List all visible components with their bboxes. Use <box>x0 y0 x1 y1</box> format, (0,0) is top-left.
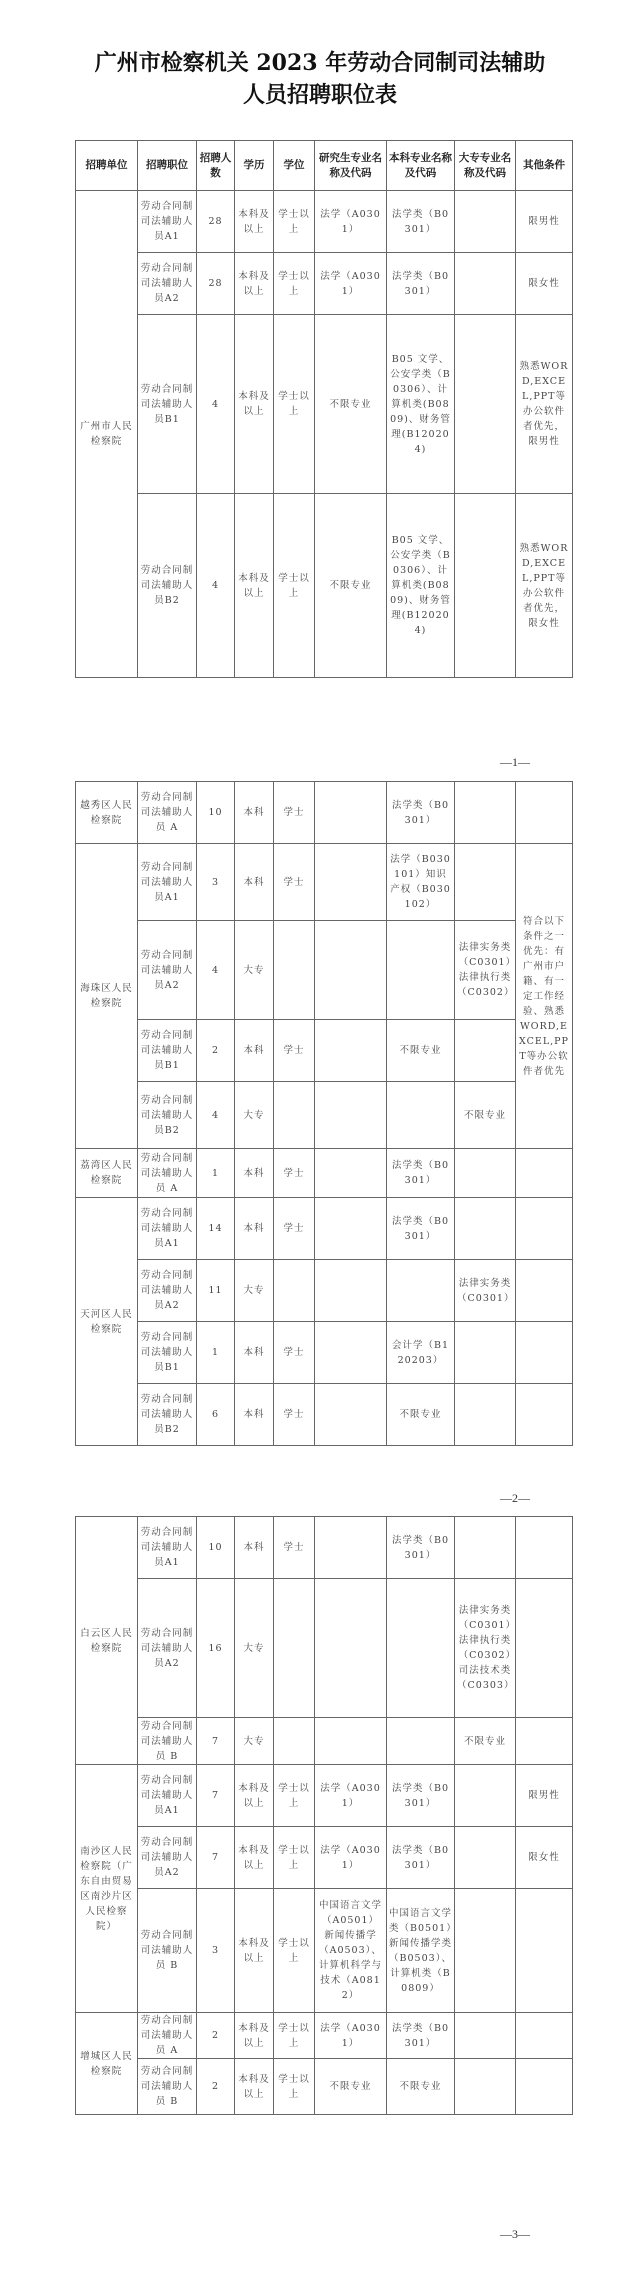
college-major-cell <box>455 782 516 844</box>
education-cell: 本科及以上 <box>235 315 274 494</box>
count-cell: 3 <box>197 844 235 921</box>
education-cell: 本科及以上 <box>235 2013 274 2059</box>
other-conditions-cell: 限男性 <box>516 191 573 253</box>
grad-major-cell: 不限专业 <box>315 494 387 678</box>
college-major-cell <box>455 1827 516 1889</box>
grad-major-cell: 不限专业 <box>315 315 387 494</box>
college-major-cell: 不限专业 <box>455 1082 516 1149</box>
position-cell: 劳动合同制司法辅助人员A2 <box>138 1579 197 1718</box>
education-cell: 本科 <box>235 782 274 844</box>
column-header: 招聘职位 <box>138 141 197 191</box>
position-cell: 劳动合同制司法辅助人员A2 <box>138 1260 197 1322</box>
grad-major-cell <box>315 1718 387 1765</box>
degree-cell: 学士 <box>274 1198 315 1260</box>
education-cell: 大专 <box>235 921 274 1020</box>
undergrad-major-cell <box>387 1579 455 1718</box>
other-conditions-cell <box>516 1579 573 1718</box>
education-cell: 大专 <box>235 1718 274 1765</box>
grad-major-cell: 法学（A0301） <box>315 191 387 253</box>
grad-major-cell <box>315 1384 387 1446</box>
undergrad-major-cell: 法学类（B0301） <box>387 1827 455 1889</box>
column-header: 研究生专业名称及代码 <box>315 141 387 191</box>
other-conditions-cell <box>516 1517 573 1579</box>
count-cell: 4 <box>197 1082 235 1149</box>
position-cell: 劳动合同制司法辅助人员A2 <box>138 921 197 1020</box>
college-major-cell <box>455 1149 516 1198</box>
other-conditions-cell <box>516 2059 573 2115</box>
table-row <box>76 1384 573 1446</box>
grad-major-cell <box>315 921 387 1020</box>
count-cell: 2 <box>197 1020 235 1082</box>
degree-cell <box>274 1579 315 1718</box>
table-row <box>76 1149 573 1198</box>
undergrad-major-cell: B05 文学、公安学类（B0306）、计算机类(B0809)、财务管理(B120204) <box>387 315 455 494</box>
degree-cell: 学士 <box>274 1149 315 1198</box>
education-cell: 本科及以上 <box>235 191 274 253</box>
degree-cell <box>274 1718 315 1765</box>
undergrad-major-cell: 中国语言文学类（B0501）新闻传播学类（B0503）、计算机类（B0809） <box>387 1889 455 2013</box>
degree-cell: 学士以上 <box>274 1827 315 1889</box>
undergrad-major-cell: 法学类（B0301） <box>387 1198 455 1260</box>
other-conditions-cell <box>516 1718 573 1765</box>
page-number: —3— <box>500 2227 530 2241</box>
education-cell: 本科及以上 <box>235 253 274 315</box>
college-major-cell <box>455 1765 516 1827</box>
undergrad-major-cell <box>387 921 455 1020</box>
count-cell: 1 <box>197 1322 235 1384</box>
position-cell: 劳动合同制司法辅助人员B1 <box>138 1020 197 1082</box>
degree-cell: 学士 <box>274 1517 315 1579</box>
page-number: —2— <box>500 1491 530 1505</box>
unit-cell: 广州市人民检察院 <box>76 191 138 678</box>
degree-cell: 学士 <box>274 1384 315 1446</box>
count-cell: 7 <box>197 1718 235 1765</box>
college-major-cell <box>455 253 516 315</box>
degree-cell: 学士以上 <box>274 1765 315 1827</box>
undergrad-major-cell: 法学（B030101）知识产权（B030102） <box>387 844 455 921</box>
college-major-cell <box>455 315 516 494</box>
table-row <box>76 1827 573 1889</box>
position-cell: 劳动合同制司法辅助人员 A <box>138 1149 197 1198</box>
grad-major-cell <box>315 1579 387 1718</box>
position-cell: 劳动合同制司法辅助人员A1 <box>138 1765 197 1827</box>
count-cell: 11 <box>197 1260 235 1322</box>
other-conditions-cell: 熟悉WORD,EXCEL,PPT等办公软件者优先，限男性 <box>516 315 573 494</box>
position-cell: 劳动合同制司法辅助人员A2 <box>138 1827 197 1889</box>
grad-major-cell <box>315 1322 387 1384</box>
education-cell: 本科 <box>235 1322 274 1384</box>
degree-cell: 学士以上 <box>274 2013 315 2059</box>
unit-cell: 越秀区人民检察院 <box>76 782 138 844</box>
other-conditions-cell <box>516 782 573 844</box>
degree-cell: 学士以上 <box>274 191 315 253</box>
table-row <box>76 782 573 844</box>
grad-major-cell <box>315 1020 387 1082</box>
recruitment-table <box>75 140 573 678</box>
unit-cell: 天河区人民检察院 <box>76 1198 138 1446</box>
grad-major-cell <box>315 782 387 844</box>
count-cell: 4 <box>197 315 235 494</box>
count-cell: 10 <box>197 1517 235 1579</box>
position-cell: 劳动合同制司法辅助人员A1 <box>138 844 197 921</box>
count-cell: 2 <box>197 2059 235 2115</box>
undergrad-major-cell: 法学类（B0301） <box>387 191 455 253</box>
grad-major-cell: 法学（A0301） <box>315 1765 387 1827</box>
other-conditions-cell: 熟悉WORD,EXCEL,PPT等办公软件者优先，限女性 <box>516 494 573 678</box>
degree-cell: 学士 <box>274 844 315 921</box>
college-major-cell <box>455 191 516 253</box>
undergrad-major-cell: 法学类（B0301） <box>387 253 455 315</box>
count-cell: 6 <box>197 1384 235 1446</box>
college-major-cell: 法律实务类（C0301）法律执行类（C0302） <box>455 921 516 1020</box>
college-major-cell <box>455 1384 516 1446</box>
other-conditions-cell <box>516 1198 573 1260</box>
other-conditions-cell <box>516 1384 573 1446</box>
college-major-cell <box>455 1198 516 1260</box>
position-cell: 劳动合同制司法辅助人员A1 <box>138 1517 197 1579</box>
position-cell: 劳动合同制司法辅助人员 B <box>138 2059 197 2115</box>
grad-major-cell <box>315 1260 387 1322</box>
education-cell: 本科 <box>235 1517 274 1579</box>
table-row <box>76 315 573 494</box>
degree-cell <box>274 1082 315 1149</box>
count-cell: 1 <box>197 1149 235 1198</box>
degree-cell: 学士以上 <box>274 1889 315 2013</box>
college-major-cell <box>455 1517 516 1579</box>
undergrad-major-cell <box>387 1260 455 1322</box>
other-conditions-cell <box>516 1322 573 1384</box>
table-row <box>76 1517 573 1579</box>
college-major-cell <box>455 844 516 921</box>
college-major-cell <box>455 494 516 678</box>
other-conditions-cell: 符合以下条件之一优先：有广州市户籍、有一定工作经验、熟悉WORD,EXCEL,PPT等办公软件者优先 <box>516 844 573 1149</box>
column-header: 招聘单位 <box>76 141 138 191</box>
education-cell: 本科 <box>235 1384 274 1446</box>
position-cell: 劳动合同制司法辅助人员 B <box>138 1889 197 2013</box>
table-row <box>76 191 573 253</box>
position-cell: 劳动合同制司法辅助人员B1 <box>138 315 197 494</box>
grad-major-cell <box>315 844 387 921</box>
table-row <box>76 253 573 315</box>
count-cell: 4 <box>197 921 235 1020</box>
count-cell: 28 <box>197 191 235 253</box>
count-cell: 2 <box>197 2013 235 2059</box>
grad-major-cell: 法学（A0301） <box>315 2013 387 2059</box>
degree-cell <box>274 921 315 1020</box>
table-row <box>76 1082 573 1149</box>
position-cell: 劳动合同制司法辅助人员B2 <box>138 1082 197 1149</box>
table-row <box>76 2013 573 2059</box>
table-row <box>76 1322 573 1384</box>
position-cell: 劳动合同制司法辅助人员A1 <box>138 191 197 253</box>
other-conditions-cell <box>516 1889 573 2013</box>
grad-major-cell <box>315 1198 387 1260</box>
count-cell: 14 <box>197 1198 235 1260</box>
education-cell: 本科及以上 <box>235 2059 274 2115</box>
degree-cell: 学士以上 <box>274 494 315 678</box>
undergrad-major-cell: 不限专业 <box>387 2059 455 2115</box>
table-header-row <box>76 141 573 191</box>
unit-cell: 海珠区人民检察院 <box>76 844 138 1149</box>
position-cell: 劳动合同制司法辅助人员B1 <box>138 1322 197 1384</box>
count-cell: 10 <box>197 782 235 844</box>
count-cell: 16 <box>197 1579 235 1718</box>
undergrad-major-cell: 不限专业 <box>387 1384 455 1446</box>
table-row <box>76 494 573 678</box>
position-cell: 劳动合同制司法辅助人员B2 <box>138 1384 197 1446</box>
unit-cell: 增城区人民检察院 <box>76 2013 138 2115</box>
other-conditions-cell <box>516 1260 573 1322</box>
table-row <box>76 2059 573 2115</box>
other-conditions-cell: 限男性 <box>516 1765 573 1827</box>
grad-major-cell: 法学（A0301） <box>315 1827 387 1889</box>
grad-major-cell <box>315 1082 387 1149</box>
position-cell: 劳动合同制司法辅助人员 A <box>138 2013 197 2059</box>
table-row <box>76 1765 573 1827</box>
education-cell: 大专 <box>235 1082 274 1149</box>
education-cell: 大专 <box>235 1579 274 1718</box>
position-cell: 劳动合同制司法辅助人员A2 <box>138 253 197 315</box>
recruitment-table <box>75 781 573 1446</box>
undergrad-major-cell: 法学类（B0301） <box>387 1149 455 1198</box>
education-cell: 本科及以上 <box>235 1827 274 1889</box>
degree-cell: 学士 <box>274 1020 315 1082</box>
count-cell: 4 <box>197 494 235 678</box>
table-row <box>76 921 573 1020</box>
undergrad-major-cell <box>387 1718 455 1765</box>
college-major-cell <box>455 1020 516 1082</box>
unit-cell: 荔湾区人民检察院 <box>76 1149 138 1198</box>
education-cell: 本科 <box>235 844 274 921</box>
grad-major-cell <box>315 1517 387 1579</box>
page-number: —1— <box>500 755 530 769</box>
education-cell: 本科 <box>235 1020 274 1082</box>
college-major-cell <box>455 1889 516 2013</box>
degree-cell: 学士 <box>274 782 315 844</box>
table-row <box>76 844 573 921</box>
column-header: 学历 <box>235 141 274 191</box>
document-title-line1: 广州市检察机关 2023 年劳动合同制司法辅助 <box>94 50 546 76</box>
undergrad-major-cell: B05 文学、公安学类（B0306）、计算机类(B0809)、财务管理(B120204) <box>387 494 455 678</box>
recruitment-table <box>75 1516 573 2115</box>
grad-major-cell: 法学（A0301） <box>315 253 387 315</box>
position-cell: 劳动合同制司法辅助人员 A <box>138 782 197 844</box>
education-cell: 本科及以上 <box>235 1889 274 2013</box>
table-row <box>76 1718 573 1765</box>
undergrad-major-cell <box>387 1082 455 1149</box>
table-row <box>76 1579 573 1718</box>
column-header: 其他条件 <box>516 141 573 191</box>
degree-cell: 学士以上 <box>274 253 315 315</box>
grad-major-cell: 不限专业 <box>315 2059 387 2115</box>
education-cell: 本科及以上 <box>235 494 274 678</box>
undergrad-major-cell: 不限专业 <box>387 1020 455 1082</box>
undergrad-major-cell: 法学类（B0301） <box>387 1765 455 1827</box>
column-header: 招聘人数 <box>197 141 235 191</box>
undergrad-major-cell: 法学类（B0301） <box>387 1517 455 1579</box>
degree-cell <box>274 1260 315 1322</box>
count-cell: 7 <box>197 1765 235 1827</box>
position-cell: 劳动合同制司法辅助人员B2 <box>138 494 197 678</box>
education-cell: 本科 <box>235 1198 274 1260</box>
college-major-cell <box>455 2059 516 2115</box>
column-header: 大专专业名称及代码 <box>455 141 516 191</box>
other-conditions-cell: 限女性 <box>516 253 573 315</box>
count-cell: 28 <box>197 253 235 315</box>
college-major-cell <box>455 1322 516 1384</box>
degree-cell: 学士以上 <box>274 2059 315 2115</box>
undergrad-major-cell: 法学类（B0301） <box>387 2013 455 2059</box>
column-header: 学位 <box>274 141 315 191</box>
education-cell: 大专 <box>235 1260 274 1322</box>
undergrad-major-cell: 法学类（B0301） <box>387 782 455 844</box>
grad-major-cell: 中国语言文学（A0501）新闻传播学（A0503）、计算机科学与技术（A0812） <box>315 1889 387 2013</box>
college-major-cell <box>455 2013 516 2059</box>
college-major-cell: 法律实务类（C0301） <box>455 1260 516 1322</box>
table-row <box>76 1260 573 1322</box>
other-conditions-cell <box>516 2013 573 2059</box>
education-cell: 本科 <box>235 1149 274 1198</box>
table-row <box>76 1889 573 2013</box>
table-row <box>76 1020 573 1082</box>
college-major-cell: 不限专业 <box>455 1718 516 1765</box>
table-row <box>76 1198 573 1260</box>
column-header: 本科专业名称及代码 <box>387 141 455 191</box>
college-major-cell: 法律实务类（C0301）法律执行类（C0302）司法技术类（C0303） <box>455 1579 516 1718</box>
count-cell: 3 <box>197 1889 235 2013</box>
other-conditions-cell <box>516 1149 573 1198</box>
unit-cell: 南沙区人民检察院（广东自由贸易区南沙片区人民检察院） <box>76 1765 138 2013</box>
degree-cell: 学士以上 <box>274 315 315 494</box>
education-cell: 本科及以上 <box>235 1765 274 1827</box>
document-title-line2: 人员招聘职位表 <box>242 82 397 108</box>
position-cell: 劳动合同制司法辅助人员 B <box>138 1718 197 1765</box>
unit-cell: 白云区人民检察院 <box>76 1517 138 1765</box>
grad-major-cell <box>315 1149 387 1198</box>
position-cell: 劳动合同制司法辅助人员A1 <box>138 1198 197 1260</box>
other-conditions-cell: 限女性 <box>516 1827 573 1889</box>
count-cell: 7 <box>197 1827 235 1889</box>
undergrad-major-cell: 会计学（B120203） <box>387 1322 455 1384</box>
degree-cell: 学士 <box>274 1322 315 1384</box>
